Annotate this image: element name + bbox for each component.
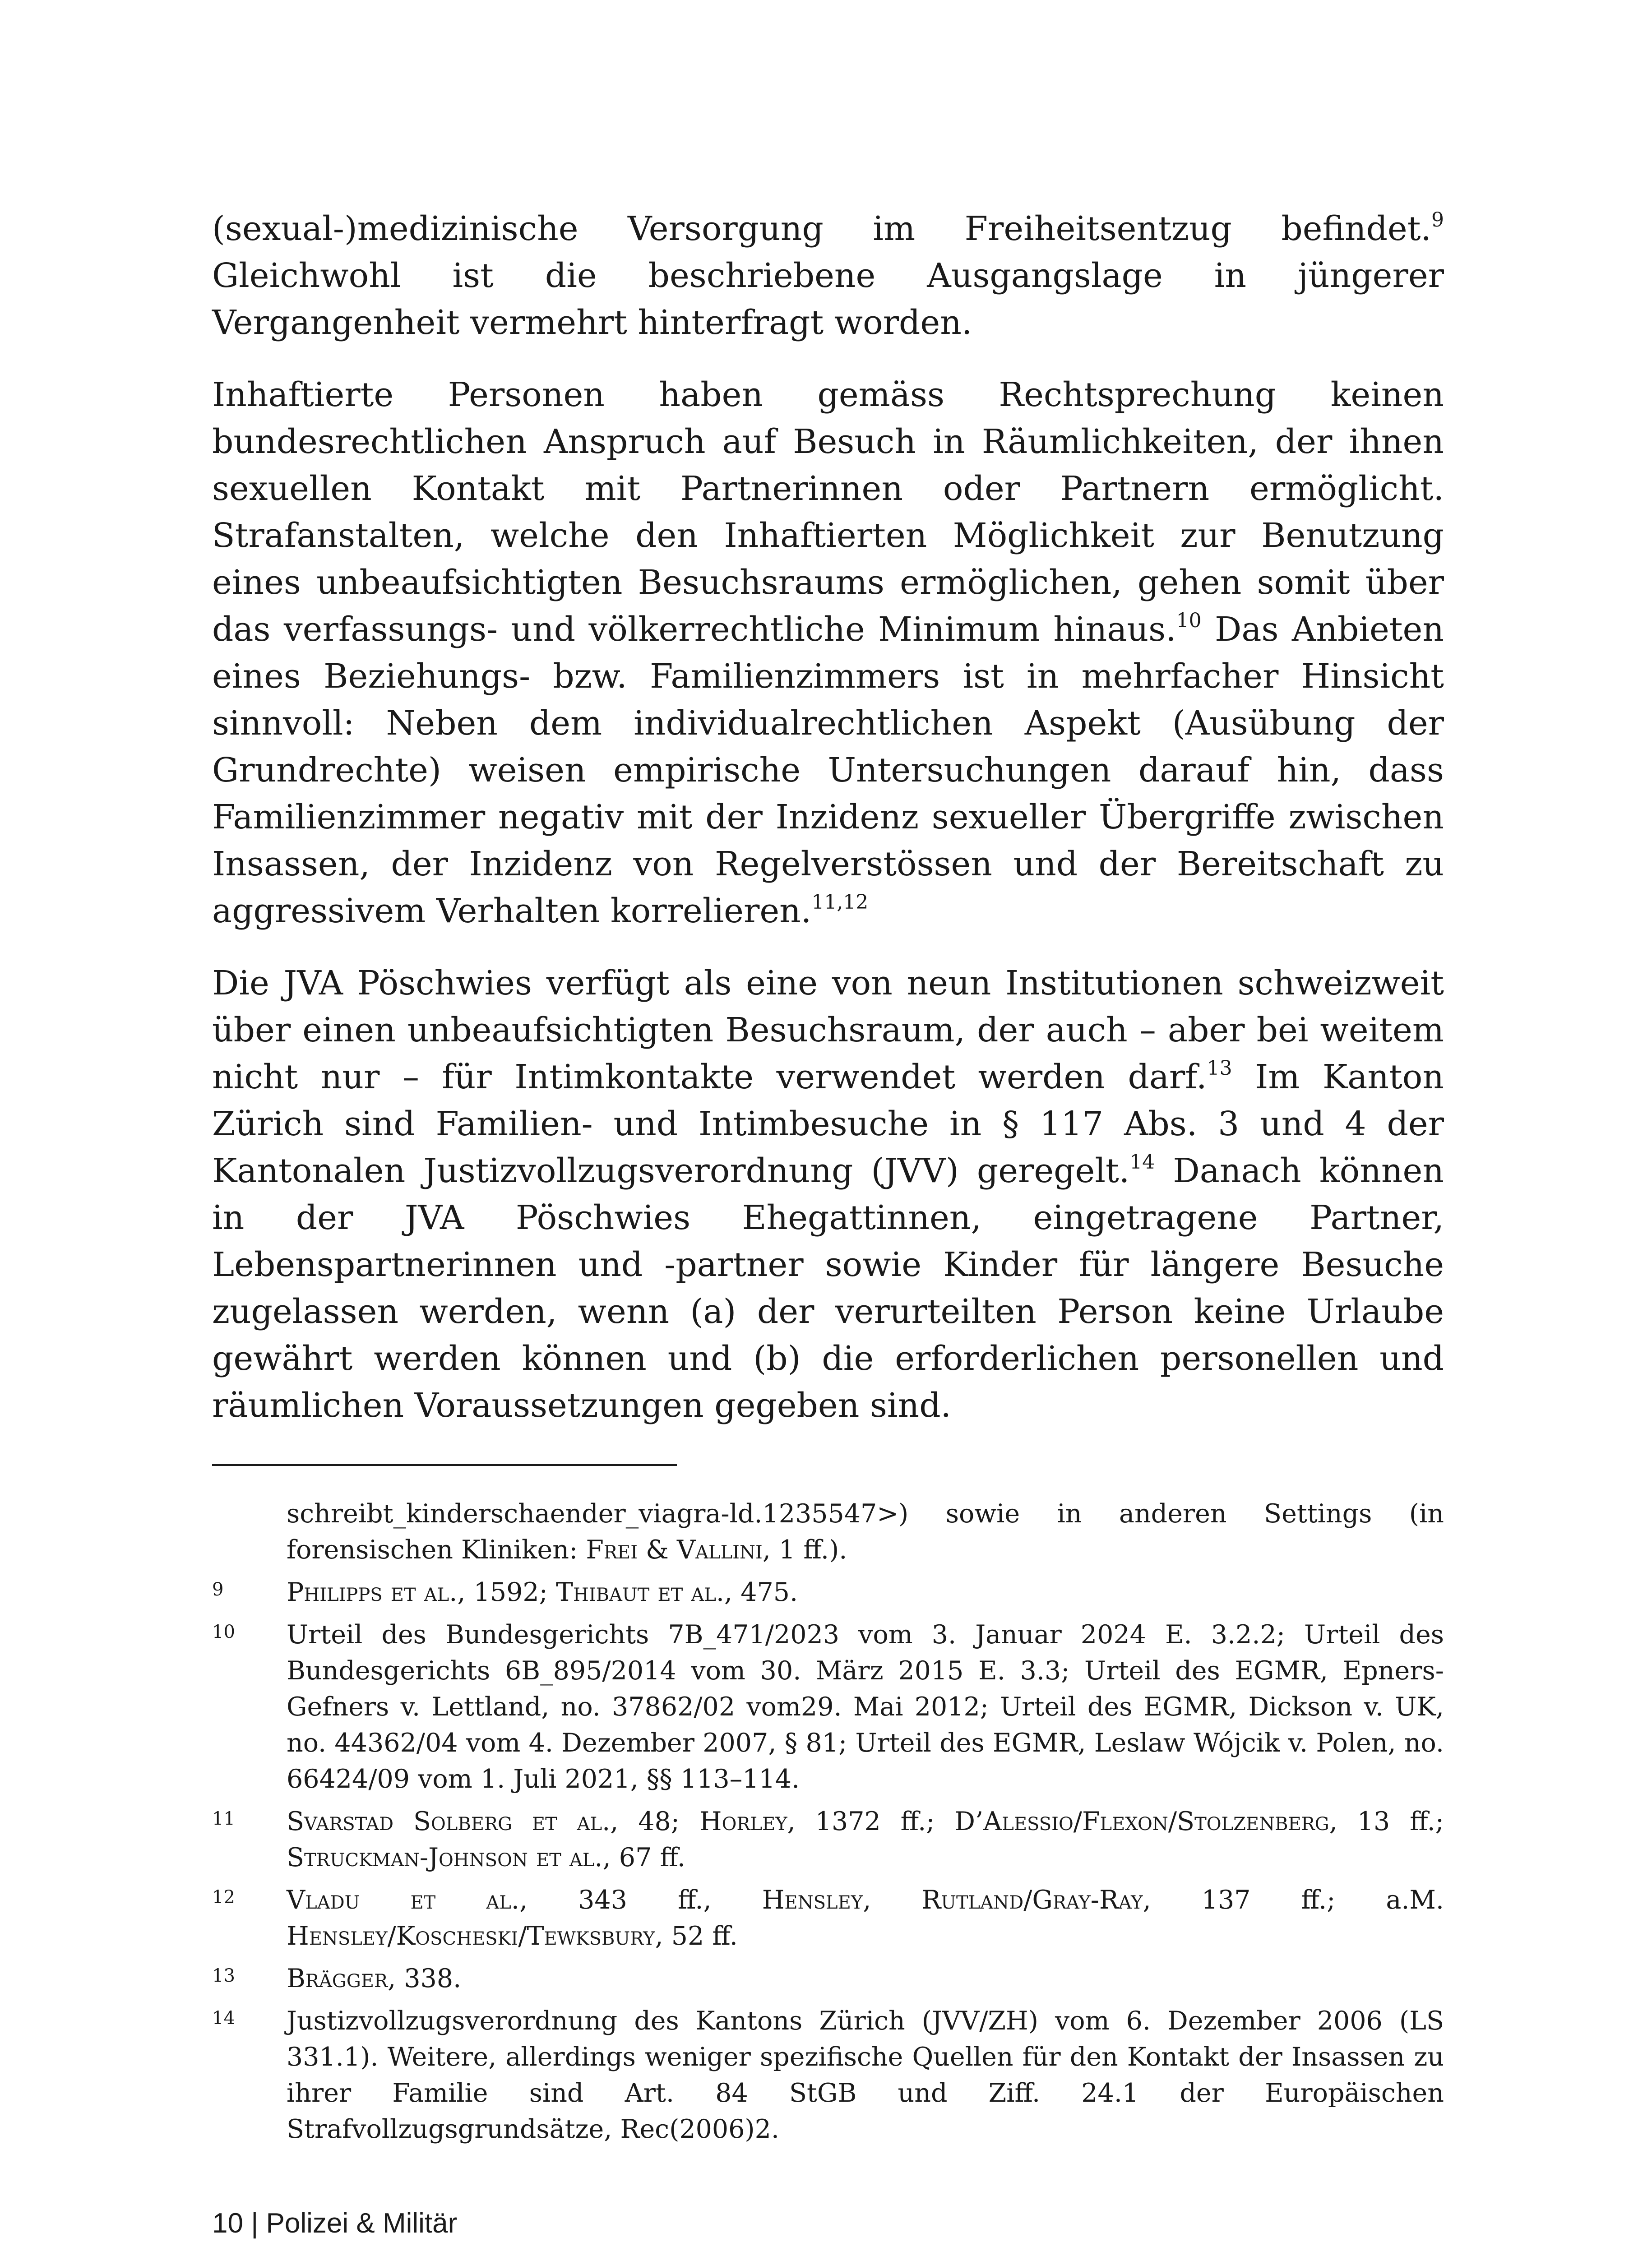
text-run: , 475. — [724, 1577, 798, 1607]
author-name: Brägger — [287, 1964, 388, 1993]
footnote-continuation — [212, 1496, 1444, 1568]
text-run: Danach können in der JVA Pöschwies Ehegattinnen, eingetragene Partner, Lebenspartnerinnen und -partner sowie Kinder für längere Besuche zugelassen werden, wenn (a) der verurteilten Person keine Urlaube gewährt werden können und (b) die erforderlichen personellen und räumlichen Voraussetzungen gegeben sind. — [212, 1151, 1444, 1425]
footnote-divider — [212, 1464, 677, 1466]
footnotes — [212, 1496, 1444, 2154]
footnote-ref-14[interactable]: 14 — [1129, 1151, 1155, 1174]
footnote-ref-9[interactable]: 9 — [1431, 208, 1444, 232]
paragraph-2 — [212, 371, 1444, 934]
footnote-9 — [212, 1574, 1444, 1610]
author-name: Hensley/Koscheski/Tewksbury — [287, 1921, 655, 1951]
paragraph-3 — [212, 960, 1444, 1429]
text-run: , 343 ff., — [519, 1885, 762, 1915]
footnote-number: 11 — [212, 1808, 235, 1829]
footnote-14 — [212, 2003, 1444, 2147]
text-run: Urteil des Bundesgerichts 7B_471/2023 vom 3. Januar 2024 E. 3.2.2; Urteil des Bundesgerichts 6B_895/2014 vom 30. März 2015 E. 3.3; Urteil des EGMR, Epners-Gefners v. Lettland, no. 37862/02 vom29. Mai 2012; Urteil des EGMR, Dickson v. UK, no. 44362/04 vom 4. Dezember 2007, § 81; Urteil des EGMR, Leslaw Wójcik v. Polen, no. 66424/09 vom 1. Juli 2021, §§ 113–114. — [287, 1620, 1444, 1794]
text-run: schreibt_kinderschaender_viagra-ld.1235547>) sowie in anderen Settings (in forensischen Kliniken: — [287, 1499, 1444, 1565]
text-run: Justizvollzugsverordnung des Kantons Zürich (JVV/ZH) vom 6. Dezember 2006 (LS 331.1). Weitere, allerdings weniger spezifische Quellen für den Kontakt der Insassen zu ihrer Familie sind Art. 84 StGB und Ziff. 24.1 der Europäischen Strafvollzugsgrundsätze, Rec(2006)2. — [287, 2006, 1444, 2144]
footnote-number: 10 — [212, 1622, 235, 1642]
text-run: , 67 ff. — [602, 1843, 686, 1872]
text-run: , 1 ff.). — [762, 1535, 847, 1565]
text-run: Im Kanton Zürich sind Familien- und Intimbesuche in § 117 Abs. 3 und 4 der Kantonalen Justizvollzugsverordnung (JVV) geregelt. — [212, 1058, 1444, 1190]
footnote-number: 12 — [212, 1887, 235, 1908]
text-run: Inhaftierte Personen haben gemäss Rechtsprechung keinen bundesrechtlichen Anspruch auf Besuch in Räumlichkeiten, der ihnen sexuellen Kontakt mit Partnerinnen oder Partnern ermöglicht. Strafanstalten, welche den Inhaftierten Möglichkeit zur Benutzung eines unbeaufsichtigten Besuchsraums ermöglichen, gehen somit über das verfassungs- und völkerrechtliche Minimum hinaus. — [212, 375, 1444, 649]
author-name: Vladu et al. — [287, 1885, 519, 1915]
footnote-number: 13 — [212, 1965, 235, 1986]
text-run: Die JVA Pöschwies verfügt als eine von neun Institutionen schweizweit über einen unbeaufsichtigten Besuchsraum, der auch – aber bei weitem nicht nur – für Intimkontakte verwendet werden darf. — [212, 964, 1444, 1096]
footnote-number: 14 — [212, 2008, 235, 2029]
author-name: Frei & Vallini — [586, 1535, 763, 1565]
text-run: Das Anbieten eines Beziehungs- bzw. Familienzimmers ist in mehrfacher Hinsicht sinnvoll: Neben dem individualrechtlichen Aspekt (Ausübung der Grundrechte) weisen empirische Untersuchungen darauf hin, dass Familienzimmer negativ mit der Inzidenz sexueller Übergriffe zwischen Insassen, der Inzidenz von Regelverstössen und der Bereitschaft zu aggressivem Verhalten korrelieren. — [212, 610, 1444, 930]
author-name: Thibaut et al. — [555, 1577, 725, 1607]
author-name: Philipps et al. — [287, 1577, 458, 1607]
footnote-13 — [212, 1960, 1444, 1997]
footnote-11 — [212, 1803, 1444, 1876]
text-run: , 52 ff. — [655, 1921, 738, 1951]
text-run: (sexual-)medizinische Versorgung im Freiheitsentzug befindet. — [212, 209, 1431, 248]
page-footer: 10 | Polizei & Militär — [212, 2208, 458, 2239]
author-name: Hensley, Rutland/Gray-Ray — [762, 1885, 1143, 1915]
footnote-10 — [212, 1617, 1444, 1797]
author-name: Horley — [699, 1807, 787, 1836]
author-name: Svarstad Solberg et al. — [287, 1807, 611, 1836]
footnote-ref-10[interactable]: 10 — [1176, 609, 1202, 633]
author-name: Struckman-Johnson et al. — [287, 1843, 603, 1872]
text-run: , 1372 ff.; — [787, 1807, 955, 1836]
text-run: , 137 ff.; a.M. — [1143, 1885, 1444, 1915]
text-run: , 338. — [388, 1964, 462, 1993]
author-name: D’Alessio/Flexon/Stolzenberg — [954, 1807, 1329, 1836]
footnote-12 — [212, 1882, 1444, 1954]
footnote-ref-13[interactable]: 13 — [1207, 1057, 1232, 1080]
footnote-number: 9 — [212, 1579, 224, 1600]
footnote-ref-11-12[interactable]: 11,12 — [811, 891, 869, 914]
paragraph-1 — [212, 205, 1444, 346]
text-run: , 1592; — [457, 1577, 556, 1607]
main-text — [212, 205, 1444, 1454]
text-run: , 48; — [610, 1807, 699, 1836]
text-run: , 13 ff.; — [1329, 1807, 1444, 1836]
text-run: Gleichwohl ist die beschriebene Ausgangslage in jüngerer Vergangenheit vermehrt hinterfragt worden. — [212, 256, 1444, 342]
